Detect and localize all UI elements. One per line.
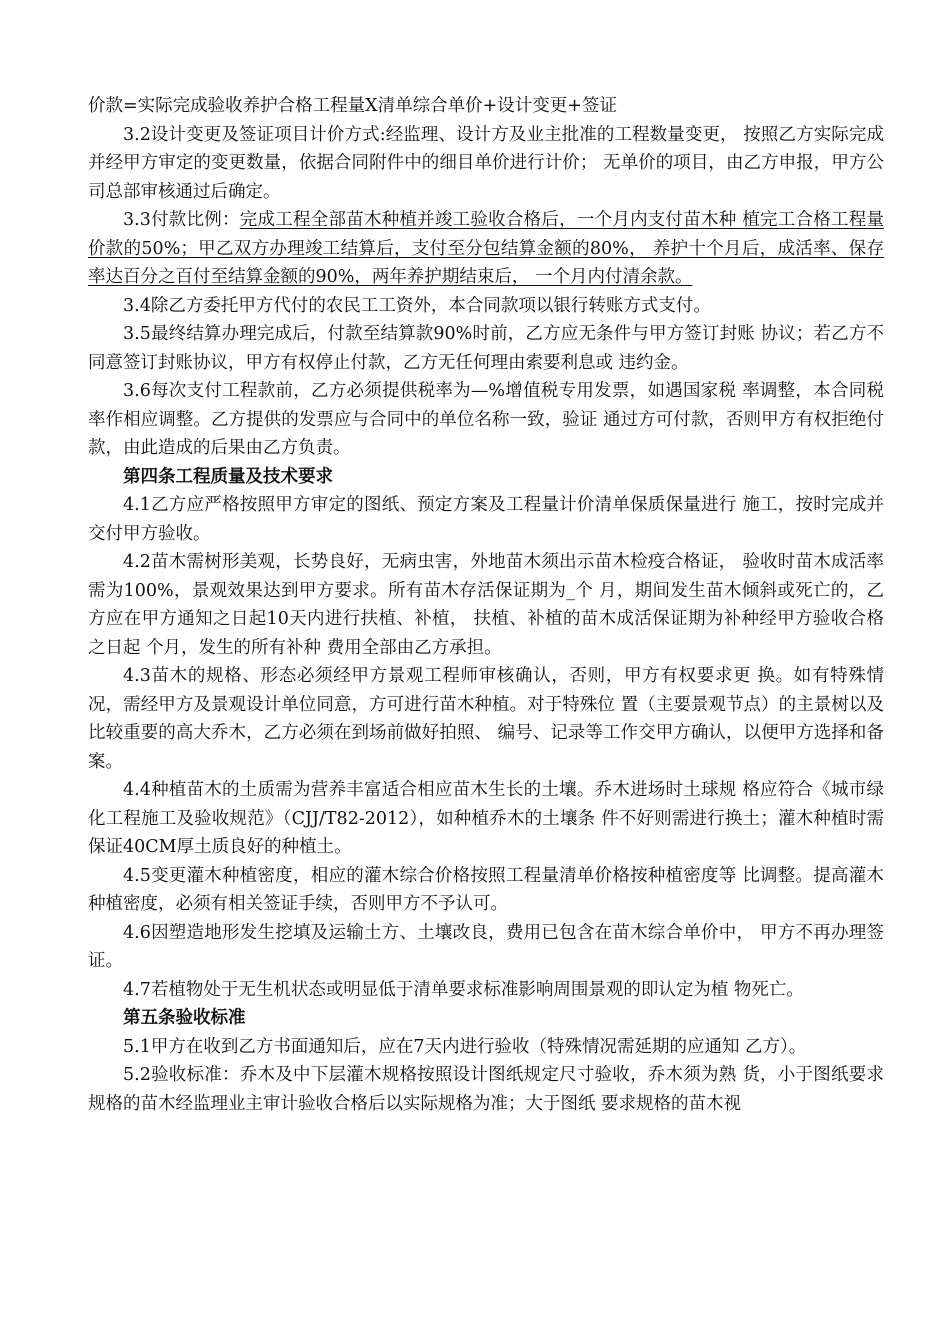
paragraph-4-3: 4.3苗木的规格、形态必须经甲方景观工程师审核确认，否则，甲方有权要求更 换。如有特殊情况，需经甲方及景观设计单位同意，方可进行苗木种植。对于特殊位 置（主要景观节点）的主景树以及比较重要的高大乔木，乙方必须在到场前做好拍照、 编号、记录等工作交甲方确认，以便甲方选择和备案。 — [88, 666, 884, 772]
paragraph-3-3-payment-ratio — [88, 206, 884, 292]
payment-ratio-lead: 3.3付款比例： — [123, 210, 240, 230]
payment-ratio-underlined-terms: 完成工程全部苗木种植并竣工验收合格后，一个月内支付苗木种 植完工合格工程量价款的50%；甲乙双方办理竣工结算后，支付至分包结算金额的80%， 养护十个月后，成活率、保存率达百分之百付至结算金额的90%，两年养护期结束后， 一个月内付清余款。 — [88, 210, 884, 287]
heading-article-4-quality: 第四条工程质量及技术要求 — [123, 466, 333, 487]
paragraph-4-6: 4.6因塑造地形发生挖填及运输土方、土壤改良，费用已包含在苗木综合单价中， 甲方不再办理签证。 — [88, 922, 884, 971]
paragraph-4-5: 4.5变更灌木种植密度，相应的灌木综合价格按照工程量清单价格按种植密度等 比调整。提高灌木种植密度，必须有相关签证手续，否则甲方不予认可。 — [88, 865, 884, 914]
heading-article-5-acceptance: 第五条验收标准 — [123, 1008, 246, 1028]
paragraph-4-7: 4.7若植物处于无生机状态或明显低于清单要求标准影响周围景观的即认定为植 物死亡。 — [123, 979, 804, 1000]
paragraph-3-6-invoice: 3.6每次支付工程款前，乙方必须提供税率为—%增值税专用发票，如遇国家税 率调整，本合同税率作相应调整。乙方提供的发票应与合同中的单位名称一致，验证 通过方可付款，否则甲方有权拒绝付款，由此造成的后果由乙方负责。 — [88, 381, 884, 458]
paragraph-price-formula: 价款=实际完成验收养护合格工程量X清单综合单价+设计变更+签证 — [88, 96, 617, 116]
paragraph-5-1: 5.1甲方在收到乙方书面通知后，应在7天内进行验收（特殊情况需延期的应通知 乙方）。 — [123, 1036, 807, 1057]
paragraph-3-2-design-change-pricing: 3.2设计变更及签证项目计价方式:经监理、设计方及业主批准的工程数量变更， 按照乙方实际完成并经甲方审定的变更数量，依据合同附件中的细目单价进行计价； 无单价的项目，由乙方申报，甲方公司总部审核通过后确定。 — [88, 124, 884, 202]
paragraph-3-4-transfer-payment: 3.4除乙方委托甲方代付的农民工工资外，本合同款项以银行转账方式支付。 — [123, 295, 711, 316]
paragraph-5-2: 5.2验收标准：乔木及中下层灌木规格按照设计图纸规定尺寸验收，乔木须为熟 货，小于图纸要求规格的苗木经监理业主审计验收合格后以实际规格为准；大于图纸 要求规格的苗木视 — [88, 1065, 884, 1114]
paragraph-4-4: 4.4种植苗木的土质需为营养丰富适合相应苗木生长的土壤。乔木进场时土球规 格应符合《城市绿化工程施工及验收规范》（CJJ/T82-2012），如种植乔木的土壤条 件不好则需进行换土；灌木种植时需保证40CM厚土质良好的种植土。 — [88, 780, 884, 857]
paragraph-4-2: 4.2苗木需树形美观，长势良好，无病虫害，外地苗木须出示苗木检疫合格证， 验收时苗木成活率需为100%，景观效果达到甲方要求。所有苗木存活保证期为_个 月，期间发生苗木倾斜或死亡的，乙方应在甲方通知之日起10天内进行扶植、补植， 扶植、补植的苗木成活保证期为补种经甲方验收合格之日起 个月，发生的所有补种 费用全部由乙方承担。 — [88, 552, 884, 658]
paragraph-4-1: 4.1乙方应严格按照甲方审定的图纸、预定方案及工程量计价清单保质保量进行 施工，按时完成并交付甲方验收。 — [88, 495, 884, 544]
paragraph-3-5-final-settlement: 3.5最终结算办理完成后，付款至结算款90%时前，乙方应无条件与甲方签订封账 协议；若乙方不同意签订封账协议，甲方有权停止付款，乙方无任何理由索要利息或 违约金。 — [88, 324, 884, 373]
contract-body-text — [88, 92, 884, 1118]
